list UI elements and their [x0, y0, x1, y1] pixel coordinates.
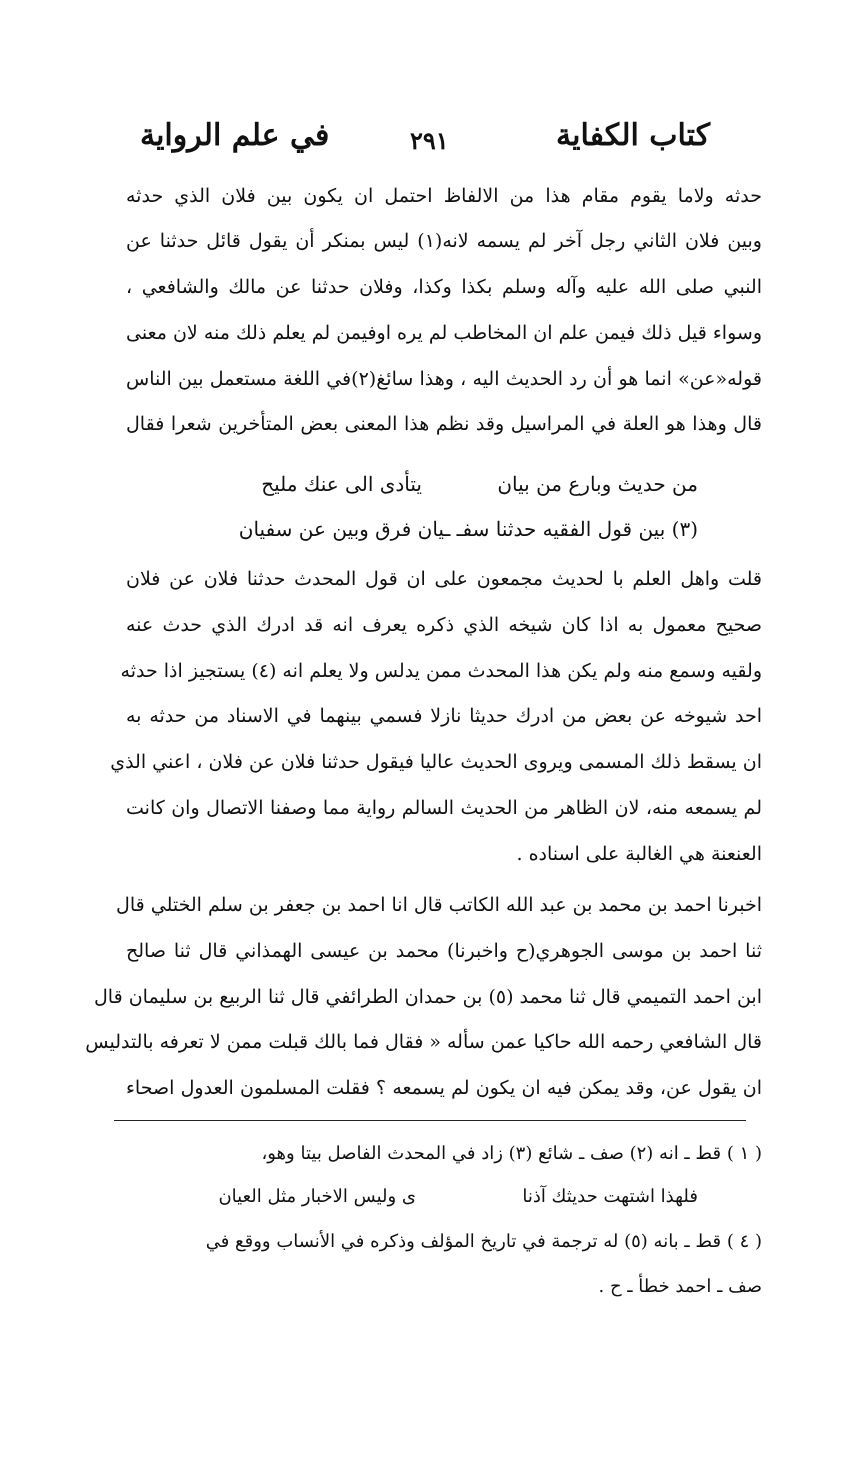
verse-hemistich: من حديث وبارع من بيان [497, 472, 698, 496]
footnote-verse: فلهذا اشتهت حديثك آذنا [522, 1186, 698, 1207]
text-line: ثنا احمد بن موسى الجوهري(ح واخبرنا) محمد بن عيسى الهمذاني قال ثنا صالح [126, 940, 762, 962]
text-line: قال وهذا هو العلة في المراسيل وقد نظم هذا المعنى بعض المتأخرين شعرا فقال [126, 413, 762, 435]
text-line: حدثه ولاما يقوم مقام هذا من الالفاظ احتمل ان يكون بين فلان الذي حدثه [126, 185, 762, 207]
verse-hemistich: يتأدى الى عنك مليح [261, 472, 422, 496]
text-line: قال الشافعي رحمه الله حاكيا عمن سأله « فقال فما بالك قبلت ممن لا تعرفه بالتدليس [85, 1031, 762, 1053]
text-line: احد شيوخه عن بعض من ادرك حديثا نازلا فسمي بينهما في الاسناد من حدثه به [126, 705, 762, 727]
footnote: صف ـ احمد خطأ ـ ح . [598, 1276, 762, 1297]
book-title: كتاب الكفاية [556, 118, 710, 153]
text-line: وسواء قيل ذلك فيمن علم ان المخاطب لم يره اوفيمن لم يعلم ذلك منه لان معنى [126, 322, 762, 344]
text-line: ولقيه وسمع منه ولم يكن هذا المحدث ممن يدلس ولا يعلم انه (٤) يستجيز اذا حدثه [120, 660, 762, 682]
text-line: العنعنة هي الغالبة على اسناده . [516, 843, 762, 865]
text-line: لم يسمعه منه، لان الظاهر من الحديث السالم رواية مما وصفنا الاتصال وان كانت [126, 797, 762, 819]
running-header [140, 118, 710, 170]
text-line: قوله«عن» انما هو أن رد الحديث اليه ، وهذا سائغ(٢)في اللغة مستعمل بين الناس [126, 368, 762, 390]
text-line: ان يسقط ذلك المسمى ويروى الحديث عاليا فيقول حدثنا فلان عن فلان ، اعني الذي [110, 751, 762, 773]
text-line: ابن احمد التميمي قال ثنا محمد (٥) بن حمدان الطرائفي قال ثنا الربيع بن سليمان قال [94, 986, 762, 1008]
text-line: النبي صلى الله عليه وآله وسلم بكذا وكذا، وفلان حدثنا عن مالك والشافعي ، [126, 276, 762, 298]
footnote: ( ٤ ) قط ـ بانه (٥) له ترجمة في تاريخ المؤلف وذكره في الأنساب ووقع في [205, 1231, 762, 1252]
footnote-verse: ى وليس الاخبار مثل العيان [218, 1186, 416, 1207]
footnote: ( ١ ) قط ـ انه (٢) صف ـ شائع (٣) زاد في المحدث الفاصل بيتا وهو، [261, 1143, 762, 1164]
verse-line: (٣) بين قول الفقيه حدثنا سفـ ـيان فرق وبين عن سفيان [238, 517, 698, 541]
page-number: ٢٩١ [410, 126, 449, 155]
text-line: وبين فلان الثاني رجل آخر لم يسمه لانه(١) ليس بمنكر أن يقول قائل حدثنا عن [126, 230, 762, 252]
text-line: قلت واهل العلم با لحديث مجمعون على ان قول المحدث حدثنا فلان عن فلان [126, 568, 762, 590]
text-line: صحيح معمول به اذا كان شيخه الذي ذكره يعرف انه قد ادرك الذي حدث عنه [126, 614, 762, 636]
footnote-divider [114, 1120, 746, 1121]
book-subtitle: في علم الرواية [140, 118, 330, 153]
text-line: اخبرنا احمد بن محمد بن عبد الله الكاتب قال انا احمد بن جعفر بن سلم الختلي قال [116, 894, 762, 916]
text-line: ان يقول عن، وقد يمكن فيه ان يكون لم يسمعه ؟ فقلت المسلمون العدول اصحاء [126, 1077, 762, 1099]
